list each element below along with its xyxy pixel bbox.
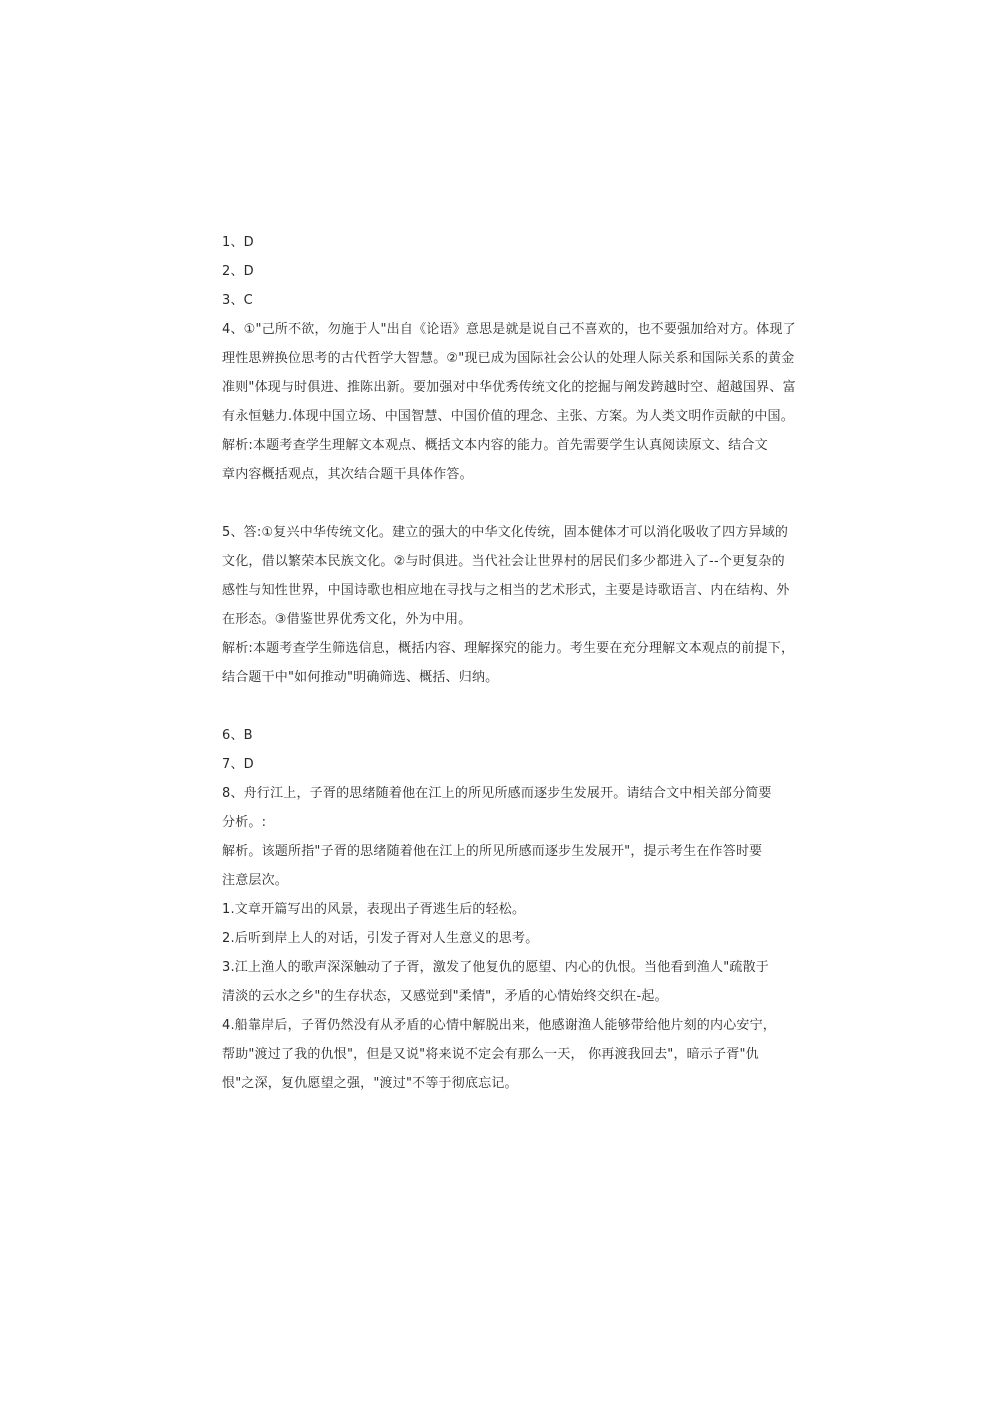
answer-6: 6、B (222, 728, 253, 743)
answer-8-point-4: 4.船靠岸后，子胥仍然没有从矛盾的心情中解脱出来，他感谢渔人能够带给他片刻的内心安宁， (222, 1018, 777, 1033)
answer-8-line: 8、舟行江上，子胥的思绪随着他在江上的所见所感而逐步生发展开。请结合文中相关部分简要 (222, 786, 772, 801)
answer-5-line: 5、答:①复兴中华传统文化。建立的强大的中华文化传统，固本健体才可以消化吸收了四方异域的 (222, 525, 789, 540)
answer-5-line: 感性与知性世界，中国诗歌也相应地在寻找与之相当的艺术形式，主要是诗歌语言、内在结构、外 (222, 583, 790, 598)
answer-7: 7、D (222, 757, 254, 772)
answer-4-analysis-line: 解析:本题考查学生理解文本观点、概括文本内容的能力。首先需要学生认真阅读原文、结合文 (222, 438, 768, 453)
answer-8-point-4: 帮助"渡过了我的仇恨"，但是又说"将来说不定会有那么一天， 你再渡我回去"，暗示子胥"仇 (222, 1047, 759, 1062)
answer-content (222, 228, 822, 1098)
answer-5-analysis-line: 解析:本题考查学生筛选信息，概括内容、理解探究的能力。考生要在充分理解文本观点的前提下， (222, 641, 795, 656)
answer-8-line: 分析。: (222, 815, 267, 830)
answer-3: 3、C (222, 293, 253, 308)
answer-1: 1、D (222, 235, 254, 250)
spacer (222, 692, 822, 721)
answer-8-point-3: 清淡的云水之乡"的生存状态，又感觉到"柔情"，矛盾的心情始终交织在-起。 (222, 989, 668, 1004)
answer-8-block (222, 779, 822, 1098)
answer-5-analysis-line: 结合题干中"如何推动"明确筛选、概括、归纳。 (222, 670, 499, 685)
answer-4-block (222, 315, 822, 489)
answer-4-analysis-line: 章内容概括观点，其次结合题干具体作答。 (222, 467, 473, 482)
answer-4-line: 理性思辨换位思考的古代哲学大智慧。②"现已成为国际社会公认的处理人际关系和国际关系的黄金 (222, 351, 795, 366)
answer-8-analysis-line: 解析。该题所指"子胥的思绪随着他在江上的所见所感而逐步生发展开"，提示考生在作答时要 (222, 844, 763, 859)
answer-5-block (222, 518, 822, 692)
answer-8-point-2: 2.后听到岸上人的对话，引发子胥对人生意义的思考。 (222, 931, 539, 946)
answer-4-line: 4、①"己所不欲，勿施于人"出自《论语》意思是就是说自己不喜欢的，也不要强加给对方。体现了 (222, 322, 796, 337)
spacer (222, 489, 822, 518)
answer-4-line: 有永恒魅力.体现中国立场、中国智慧、中国价值的理念、主张、方案。为人类文明作贡献的中国。 (222, 409, 794, 424)
answer-2: 2、D (222, 264, 254, 279)
answer-8-point-4: 恨"之深，复仇愿望之强，"渡过"不等于彻底忘记。 (222, 1076, 518, 1091)
answer-4-line: 准则"体现与时俱进、推陈出新。要加强对中华优秀传统文化的挖掘与阐发跨越时空、超越国界、富 (222, 380, 796, 395)
answer-8-point-1: 1.文章开篇写出的风景，表现出子胥逃生后的轻松。 (222, 902, 526, 917)
answer-8-point-3: 3.江上渔人的歌声深深触动了子胥，激发了他复仇的愿望、内心的仇恨。当他看到渔人"疏散于 (222, 960, 769, 975)
answer-5-line: 文化，借以繁荣本民族文化。②与时俱进。当代社会让世界村的居民们多少都进入了--个更复杂的 (222, 554, 785, 569)
answer-8-analysis-line: 注意层次。 (222, 873, 289, 888)
answer-5-line: 在形态。③借鉴世界优秀文化，外为中用。 (222, 612, 472, 627)
